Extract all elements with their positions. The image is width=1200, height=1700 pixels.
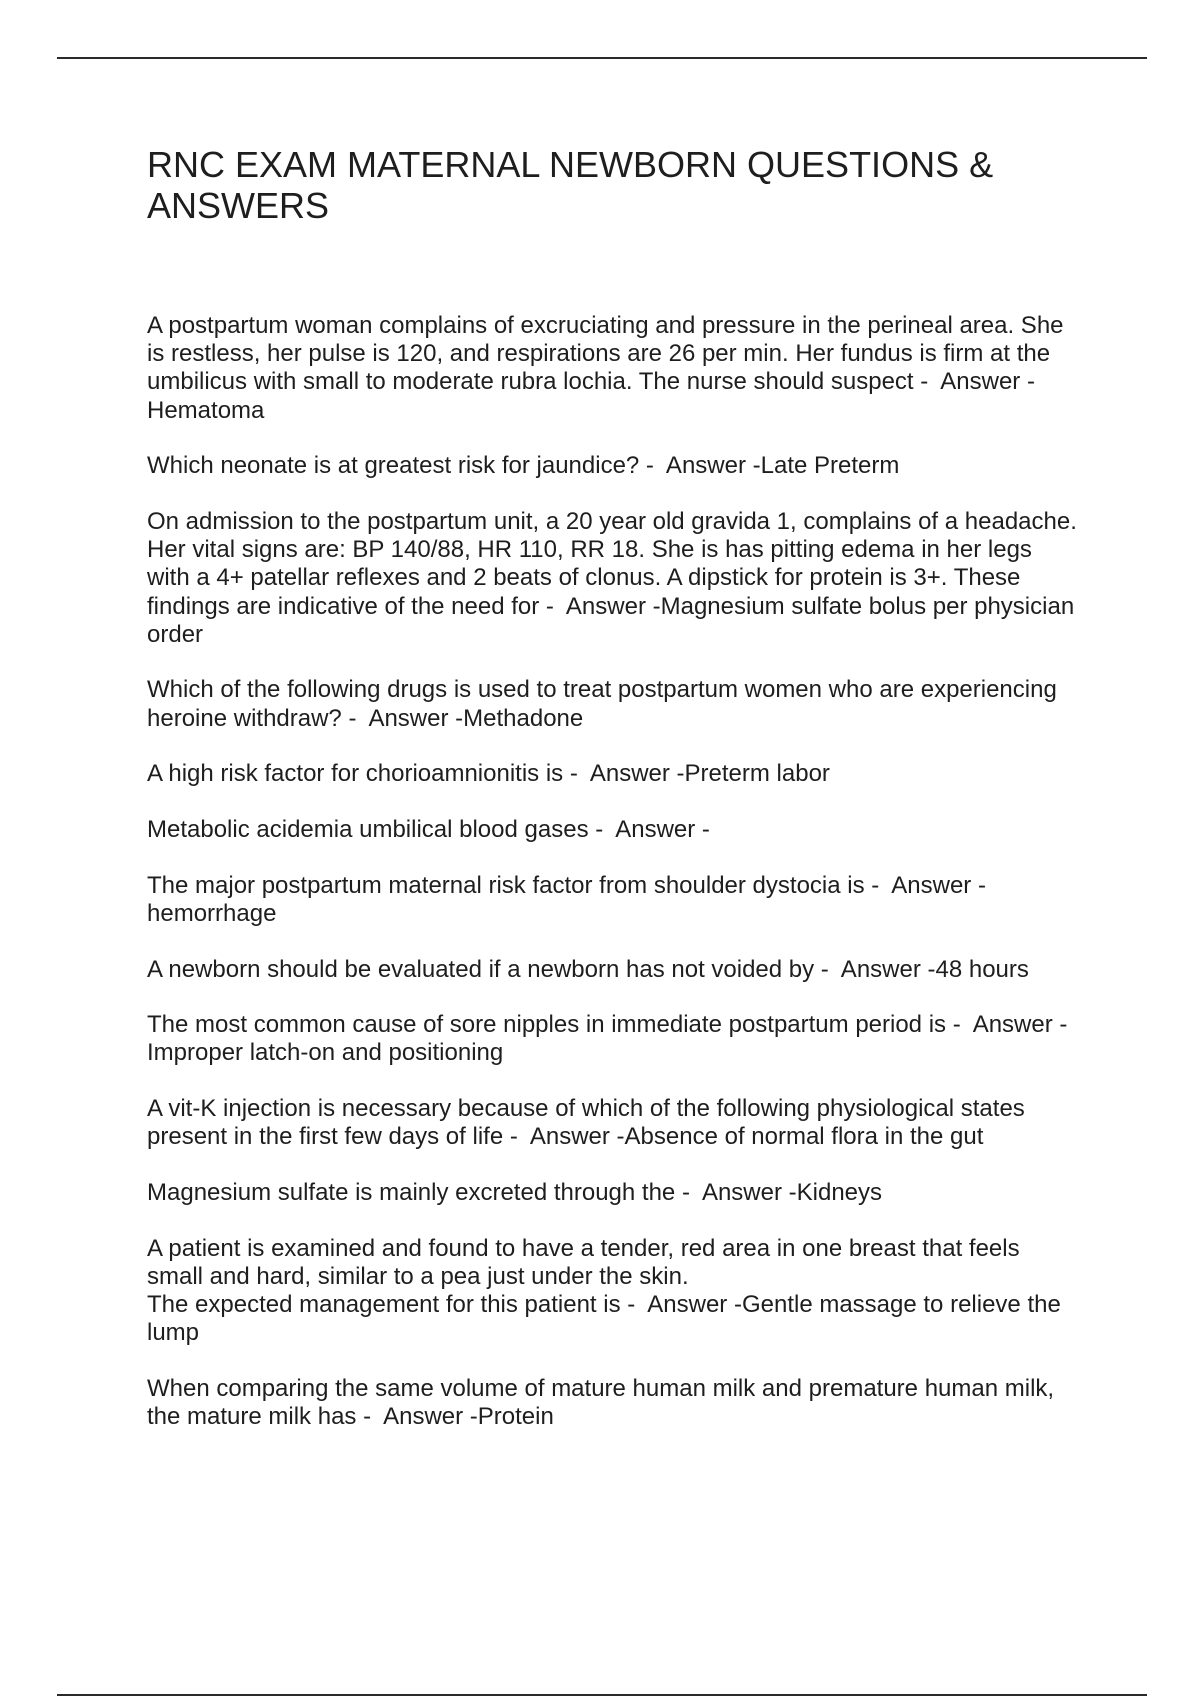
qa-line: lump — [147, 1319, 200, 1347]
qa-item — [147, 1179, 1147, 1207]
qa-list — [147, 312, 1147, 1459]
qa-line: hemorrhage — [147, 899, 277, 927]
qa-item — [147, 872, 1147, 928]
qa-line: A high risk factor for chorioamnionitis is - Answer -Preterm labor — [147, 760, 830, 788]
qa-line: heroine withdraw? - Answer -Methadone — [147, 704, 584, 732]
bottom-rule — [57, 1694, 1147, 1696]
qa-line: present in the first few days of life - Answer -Absence of normal flora in the gut — [147, 1123, 984, 1151]
qa-item — [147, 676, 1147, 732]
qa-line: A newborn should be evaluated if a newborn has not voided by - Answer -48 hours — [147, 955, 1029, 983]
qa-item — [147, 312, 1147, 425]
top-rule — [57, 57, 1147, 59]
qa-item — [147, 816, 1147, 844]
qa-line: On admission to the postpartum unit, a 20 year old gravida 1, complains of a headache. — [147, 507, 1077, 535]
qa-line: A patient is examined and found to have a tender, red area in one breast that feels — [147, 1234, 1020, 1262]
qa-item — [147, 1011, 1147, 1067]
qa-item — [147, 1375, 1147, 1431]
qa-line: the mature milk has - Answer -Protein — [147, 1403, 554, 1431]
qa-line: A postpartum woman complains of excruciating and pressure in the perineal area. She — [147, 312, 1064, 339]
qa-line: Hematoma — [147, 396, 265, 424]
qa-line: Which of the following drugs is used to treat postpartum women who are experiencing — [147, 676, 1057, 704]
qa-item — [147, 956, 1147, 984]
qa-line: Magnesium sulfate is mainly excreted through the - Answer -Kidneys — [147, 1178, 883, 1206]
qa-line: Which neonate is at greatest risk for jaundice? - Answer -Late Preterm — [147, 452, 900, 480]
qa-item — [147, 452, 1147, 480]
qa-line: The major postpartum maternal risk factor from shoulder dystocia is - Answer - — [147, 871, 986, 899]
qa-item — [147, 508, 1147, 649]
qa-line: order — [147, 620, 204, 648]
qa-line: A vit-K injection is necessary because of which of the following physiological states — [147, 1095, 1025, 1123]
qa-line: umbilicus with small to moderate rubra lochia. The nurse should suspect - Answer - — [147, 368, 1035, 396]
page-title: RNC EXAM MATERNAL NEWBORN QUESTIONS & ANSWERS — [147, 144, 994, 226]
qa-item — [147, 760, 1147, 788]
qa-line: Metabolic acidemia umbilical blood gases - Answer - — [147, 815, 710, 843]
qa-line: Her vital signs are: BP 140/88, HR 110, RR 18. She is has pitting edema in her legs — [147, 536, 1032, 564]
qa-line: with a 4+ patellar reflexes and 2 beats of clonus. A dipstick for protein is 3+. These — [147, 564, 1021, 592]
qa-line: The most common cause of sore nipples in immediate postpartum period is - Answer - — [147, 1011, 1068, 1039]
qa-line: is restless, her pulse is 120, and respirations are 26 per min. Her fundus is firm at the — [147, 340, 1051, 368]
qa-item — [147, 1095, 1147, 1151]
qa-line: When comparing the same volume of mature human milk and premature human milk, — [147, 1374, 1055, 1402]
qa-line: Improper latch-on and positioning — [147, 1039, 504, 1067]
qa-line: small and hard, similar to a pea just under the skin. — [147, 1262, 689, 1290]
qa-line: findings are indicative of the need for - Answer -Magnesium sulfate bolus per physician — [147, 592, 1075, 620]
qa-item — [147, 1235, 1147, 1348]
qa-line: The expected management for this patient is - Answer -Gentle massage to relieve the — [147, 1291, 1061, 1318]
